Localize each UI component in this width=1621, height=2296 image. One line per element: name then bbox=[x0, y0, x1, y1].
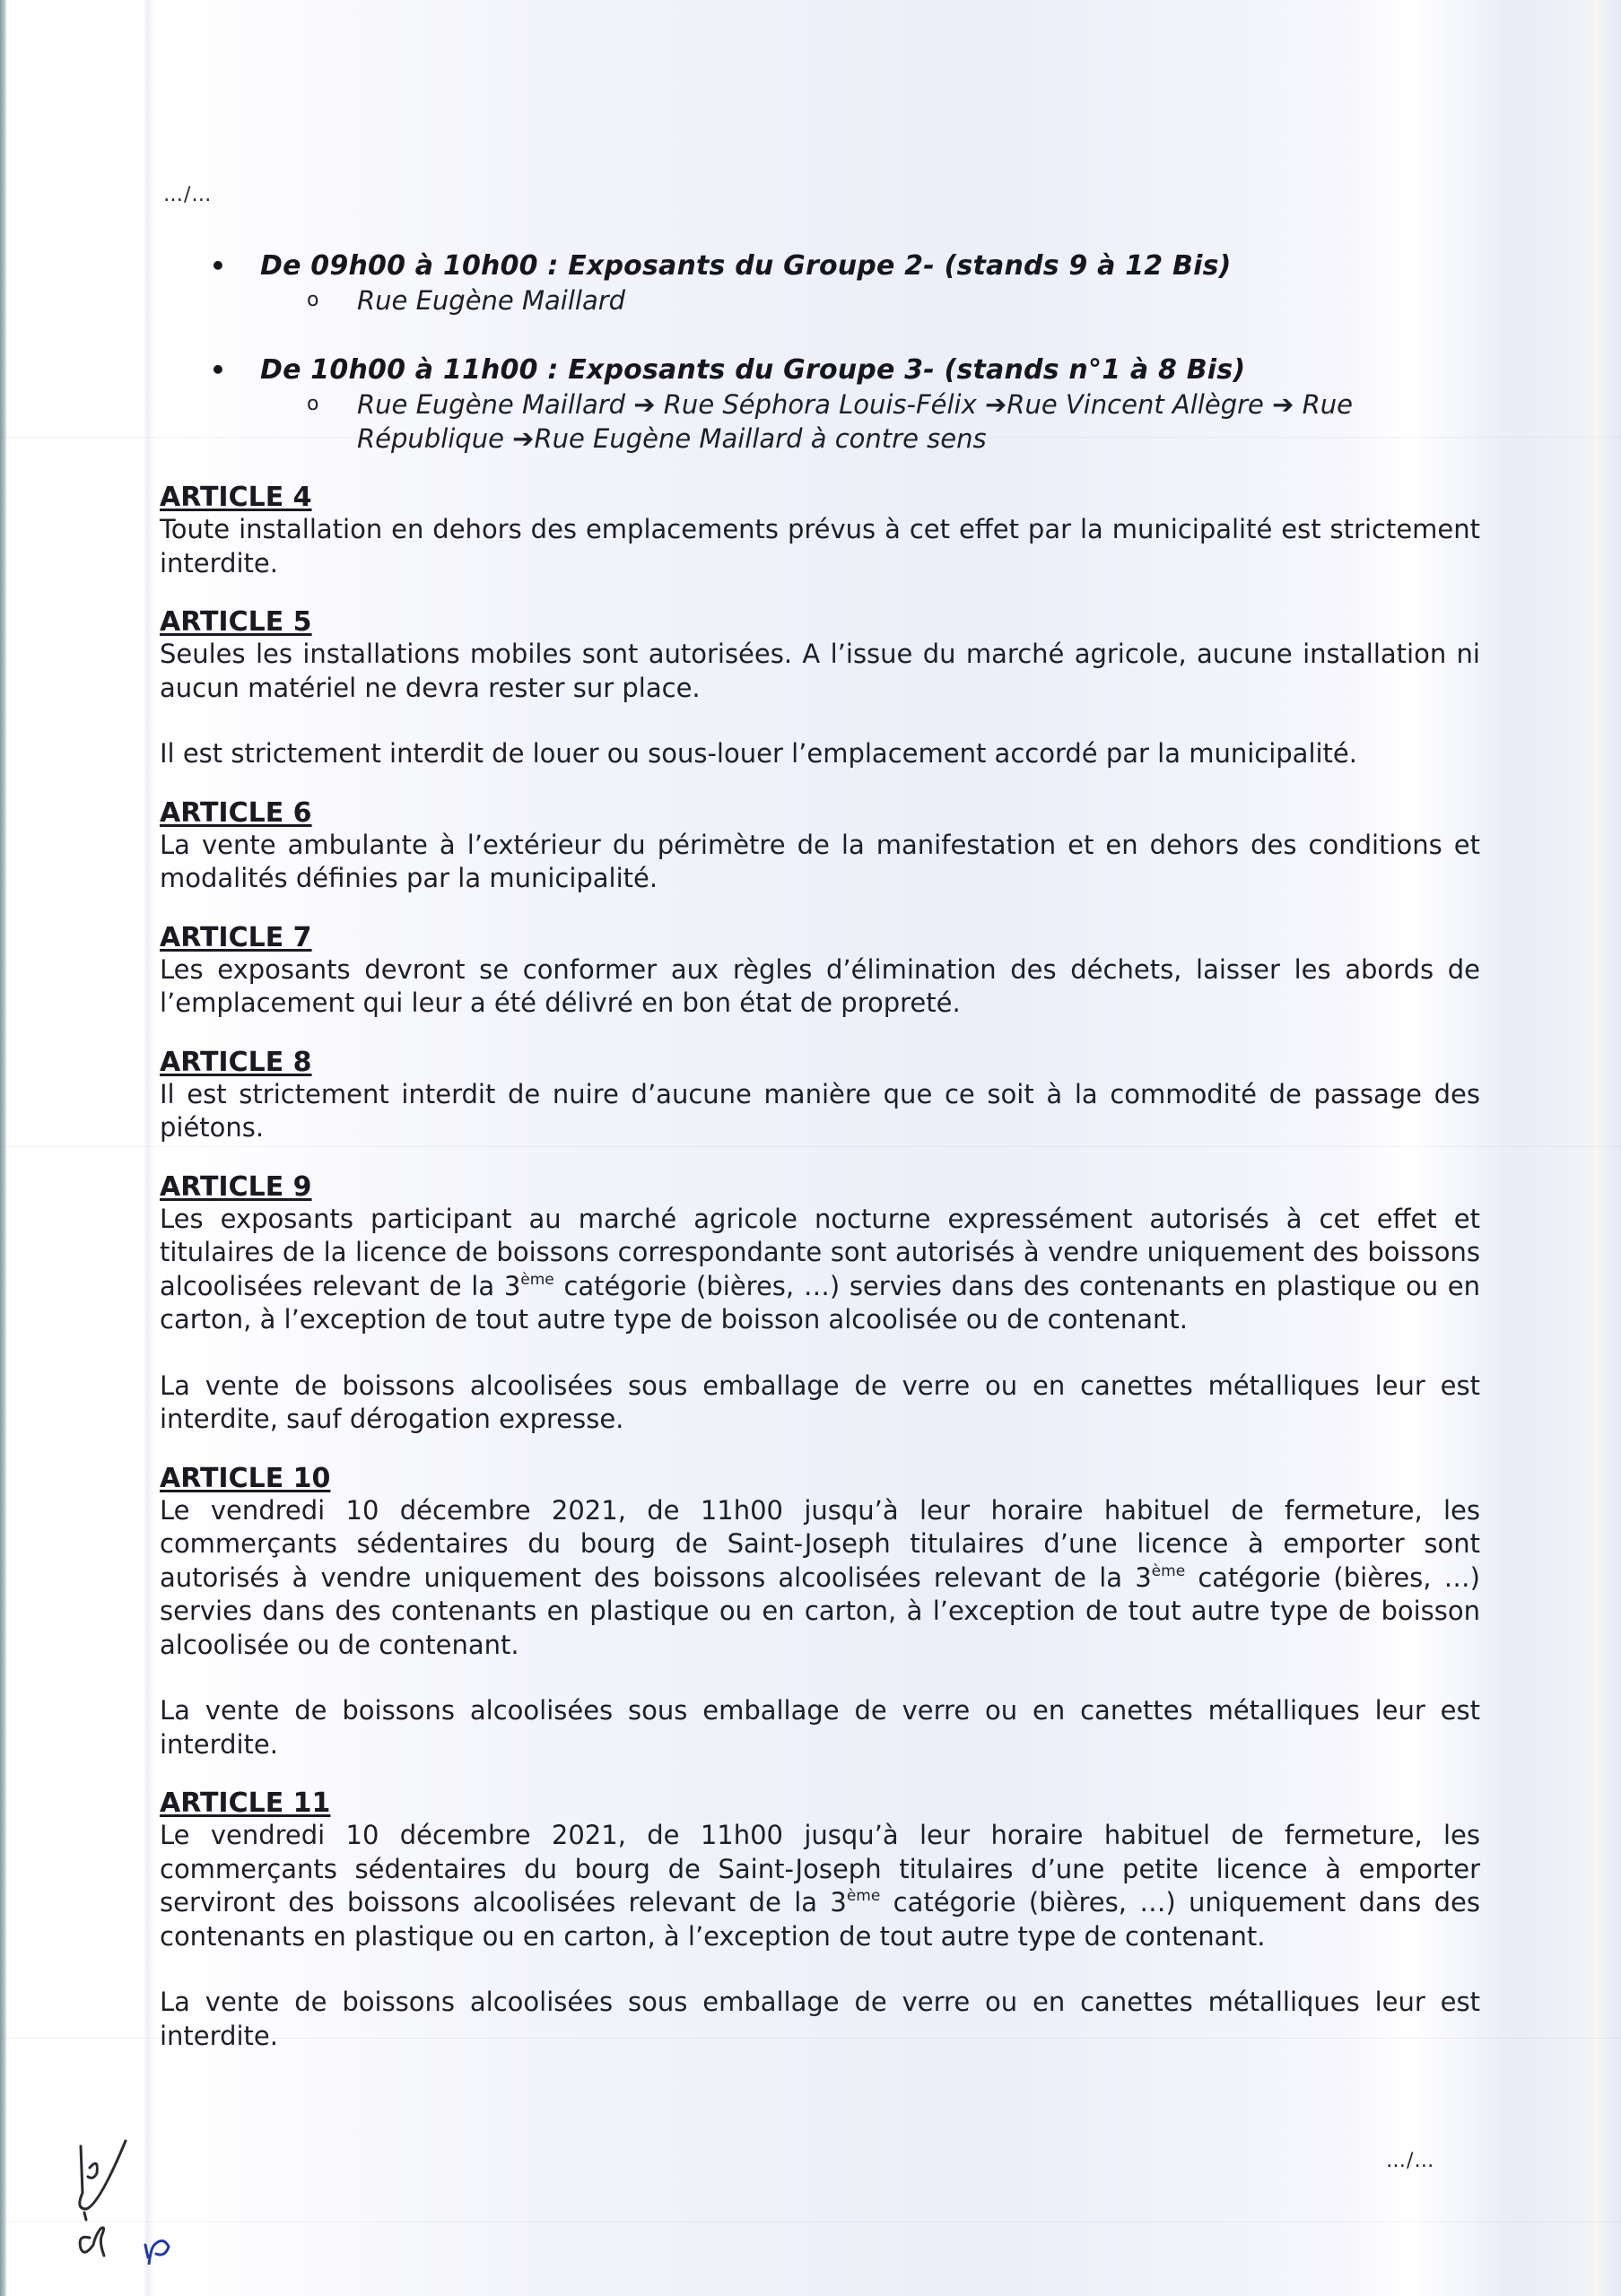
schedule-heading bbox=[206, 249, 1498, 283]
article-9 bbox=[160, 1172, 1480, 1437]
schedule-heading-text: De 10h00 à 11h00 : Exposants du Groupe 3- (stands n°1 à 8 Bis) bbox=[260, 354, 1246, 386]
article-title: ARTICLE 4 bbox=[160, 482, 312, 513]
article-paragraph bbox=[160, 1494, 1480, 1663]
article-paragraph: Toute installation en dehors des emplacements prévus à cet effet par la municipalité est strictement interdite. bbox=[160, 514, 1480, 578]
handwritten-initials-signature bbox=[63, 2130, 224, 2265]
article-title: ARTICLE 11 bbox=[160, 1787, 331, 1819]
bullet-icon: • bbox=[210, 355, 227, 385]
article-10 bbox=[160, 1464, 1480, 1762]
paragraph-text: catégorie (bières, …) servies dans des contenants en plastique ou en carton, à l’exception de tout autre type de boisson alcoolisée ou de contenant. bbox=[160, 1561, 1481, 1660]
article-paragraph: La vente de boissons alcoolisées sous emballage de verre ou en canettes métalliques leur est interdite, sauf dérogation expresse. bbox=[160, 1370, 1480, 1434]
paragraph-text: Le vendredi 10 décembre 2021, de 11h00 jusqu’à leur horaire habituel de fermeture, les commerçants sédentaires du bourg de Saint-Joseph titulaires d’une licence à emporter sont autorisés à vendre uniquement des boissons alcoolisées relevant de la 3 bbox=[160, 1494, 1480, 1593]
article-8 bbox=[160, 1048, 1480, 1145]
article-paragraph bbox=[160, 1203, 1480, 1337]
paragraph-text: catégorie (bières, …) servies dans des contenants en plastique ou en carton, à l’exception de tout autre type de boisson alcoolisée ou de contenant. bbox=[160, 1270, 1480, 1335]
ordinal-superscript: ème bbox=[520, 1270, 554, 1289]
ordinal-superscript: ème bbox=[846, 1887, 881, 1905]
article-title: ARTICLE 6 bbox=[160, 796, 312, 829]
paragraph-text: Les exposants participant au marché agricole nocturne expressément autorisés à cet effet et titulaires de la licence de boissons correspondante sont autorisés à vendre uniquement des boissons alcoolisées relevant de la 3 bbox=[160, 1203, 1480, 1301]
continuation-marker-top: …/… bbox=[163, 184, 213, 206]
article-paragraph: Il est strictement interdit de nuire d’aucune manière que ce soit à la commodité de passage des piétons. bbox=[160, 1078, 1480, 1143]
article-6 bbox=[160, 798, 1480, 896]
article-title: ARTICLE 10 bbox=[160, 1462, 331, 1494]
hollow-bullet-icon: o bbox=[307, 289, 319, 311]
article-paragraph: La vente de boissons alcoolisées sous emballage de verre ou en canettes métalliques leur est interdite. bbox=[160, 1987, 1480, 2051]
article-title: ARTICLE 5 bbox=[160, 606, 312, 638]
article-paragraph bbox=[160, 1819, 1480, 1953]
article-paragraph: La vente ambulante à l’extérieur du périmètre de la manifestation et en dehors des conditions et modalités définies par la municipalité. bbox=[160, 829, 1480, 893]
continuation-marker-bottom: …/… bbox=[1386, 2150, 1435, 2172]
signature-icon bbox=[63, 2130, 224, 2265]
schedule-heading-text: De 09h00 à 10h00 : Exposants du Groupe 2- (stands 9 à 12 Bis) bbox=[260, 250, 1232, 282]
schedule-route-text: Rue Eugène Maillard ➔ Rue Séphora Louis-Félix ➔Rue Vincent Allègre ➔ Rue République ➔Rue Eugène Maillard à contre sens bbox=[357, 389, 1353, 454]
schedule-route bbox=[206, 283, 1498, 317]
article-title: ARTICLE 8 bbox=[160, 1046, 312, 1078]
article-11 bbox=[160, 1788, 1480, 2053]
schedule-route bbox=[206, 387, 1498, 456]
articles-section bbox=[160, 483, 1480, 2080]
ordinal-superscript: ème bbox=[1151, 1561, 1186, 1580]
article-paragraph: Il est strictement interdit de louer ou sous-louer l’emplacement accordé par la municipalité. bbox=[160, 738, 1357, 769]
article-title: ARTICLE 7 bbox=[160, 921, 312, 953]
schedule-item bbox=[206, 353, 1498, 456]
article-5 bbox=[160, 607, 1480, 771]
article-title: ARTICLE 9 bbox=[160, 1170, 312, 1203]
article-paragraph: Les exposants devront se conformer aux règles d’élimination des déchets, laisser les abords de l’emplacement qui leur a été délivré en bon état de propreté. bbox=[160, 953, 1480, 1018]
paragraph-text: catégorie (bières, …) uniquement dans des contenants en plastique ou en carton, à l’exception de tout autre type de contenant. bbox=[160, 1887, 1480, 1952]
schedule-list bbox=[206, 249, 1498, 491]
schedule-item bbox=[206, 249, 1498, 317]
paragraph-text: Le vendredi 10 décembre 2021, de 11h00 jusqu’à leur horaire habituel de fermeture, les commerçants sédentaires du bourg de Saint-Joseph titulaires d’une petite licence à emporter serviront des boissons alcoolisées relevant de la 3 bbox=[160, 1820, 1480, 1918]
article-paragraph: Seules les installations mobiles sont autorisées. A l’issue du marché agricole, aucune installation ni aucun matériel ne devra rester sur place. bbox=[160, 639, 1480, 703]
article-paragraph: La vente de boissons alcoolisées sous emballage de verre ou en canettes métalliques leur est interdite. bbox=[160, 1695, 1480, 1760]
hollow-bullet-icon: o bbox=[307, 393, 319, 415]
bullet-icon: • bbox=[210, 251, 227, 281]
article-4 bbox=[160, 483, 1480, 580]
schedule-heading bbox=[206, 353, 1498, 387]
article-7 bbox=[160, 923, 1480, 1021]
schedule-route-text: Rue Eugène Maillard bbox=[357, 285, 626, 316]
